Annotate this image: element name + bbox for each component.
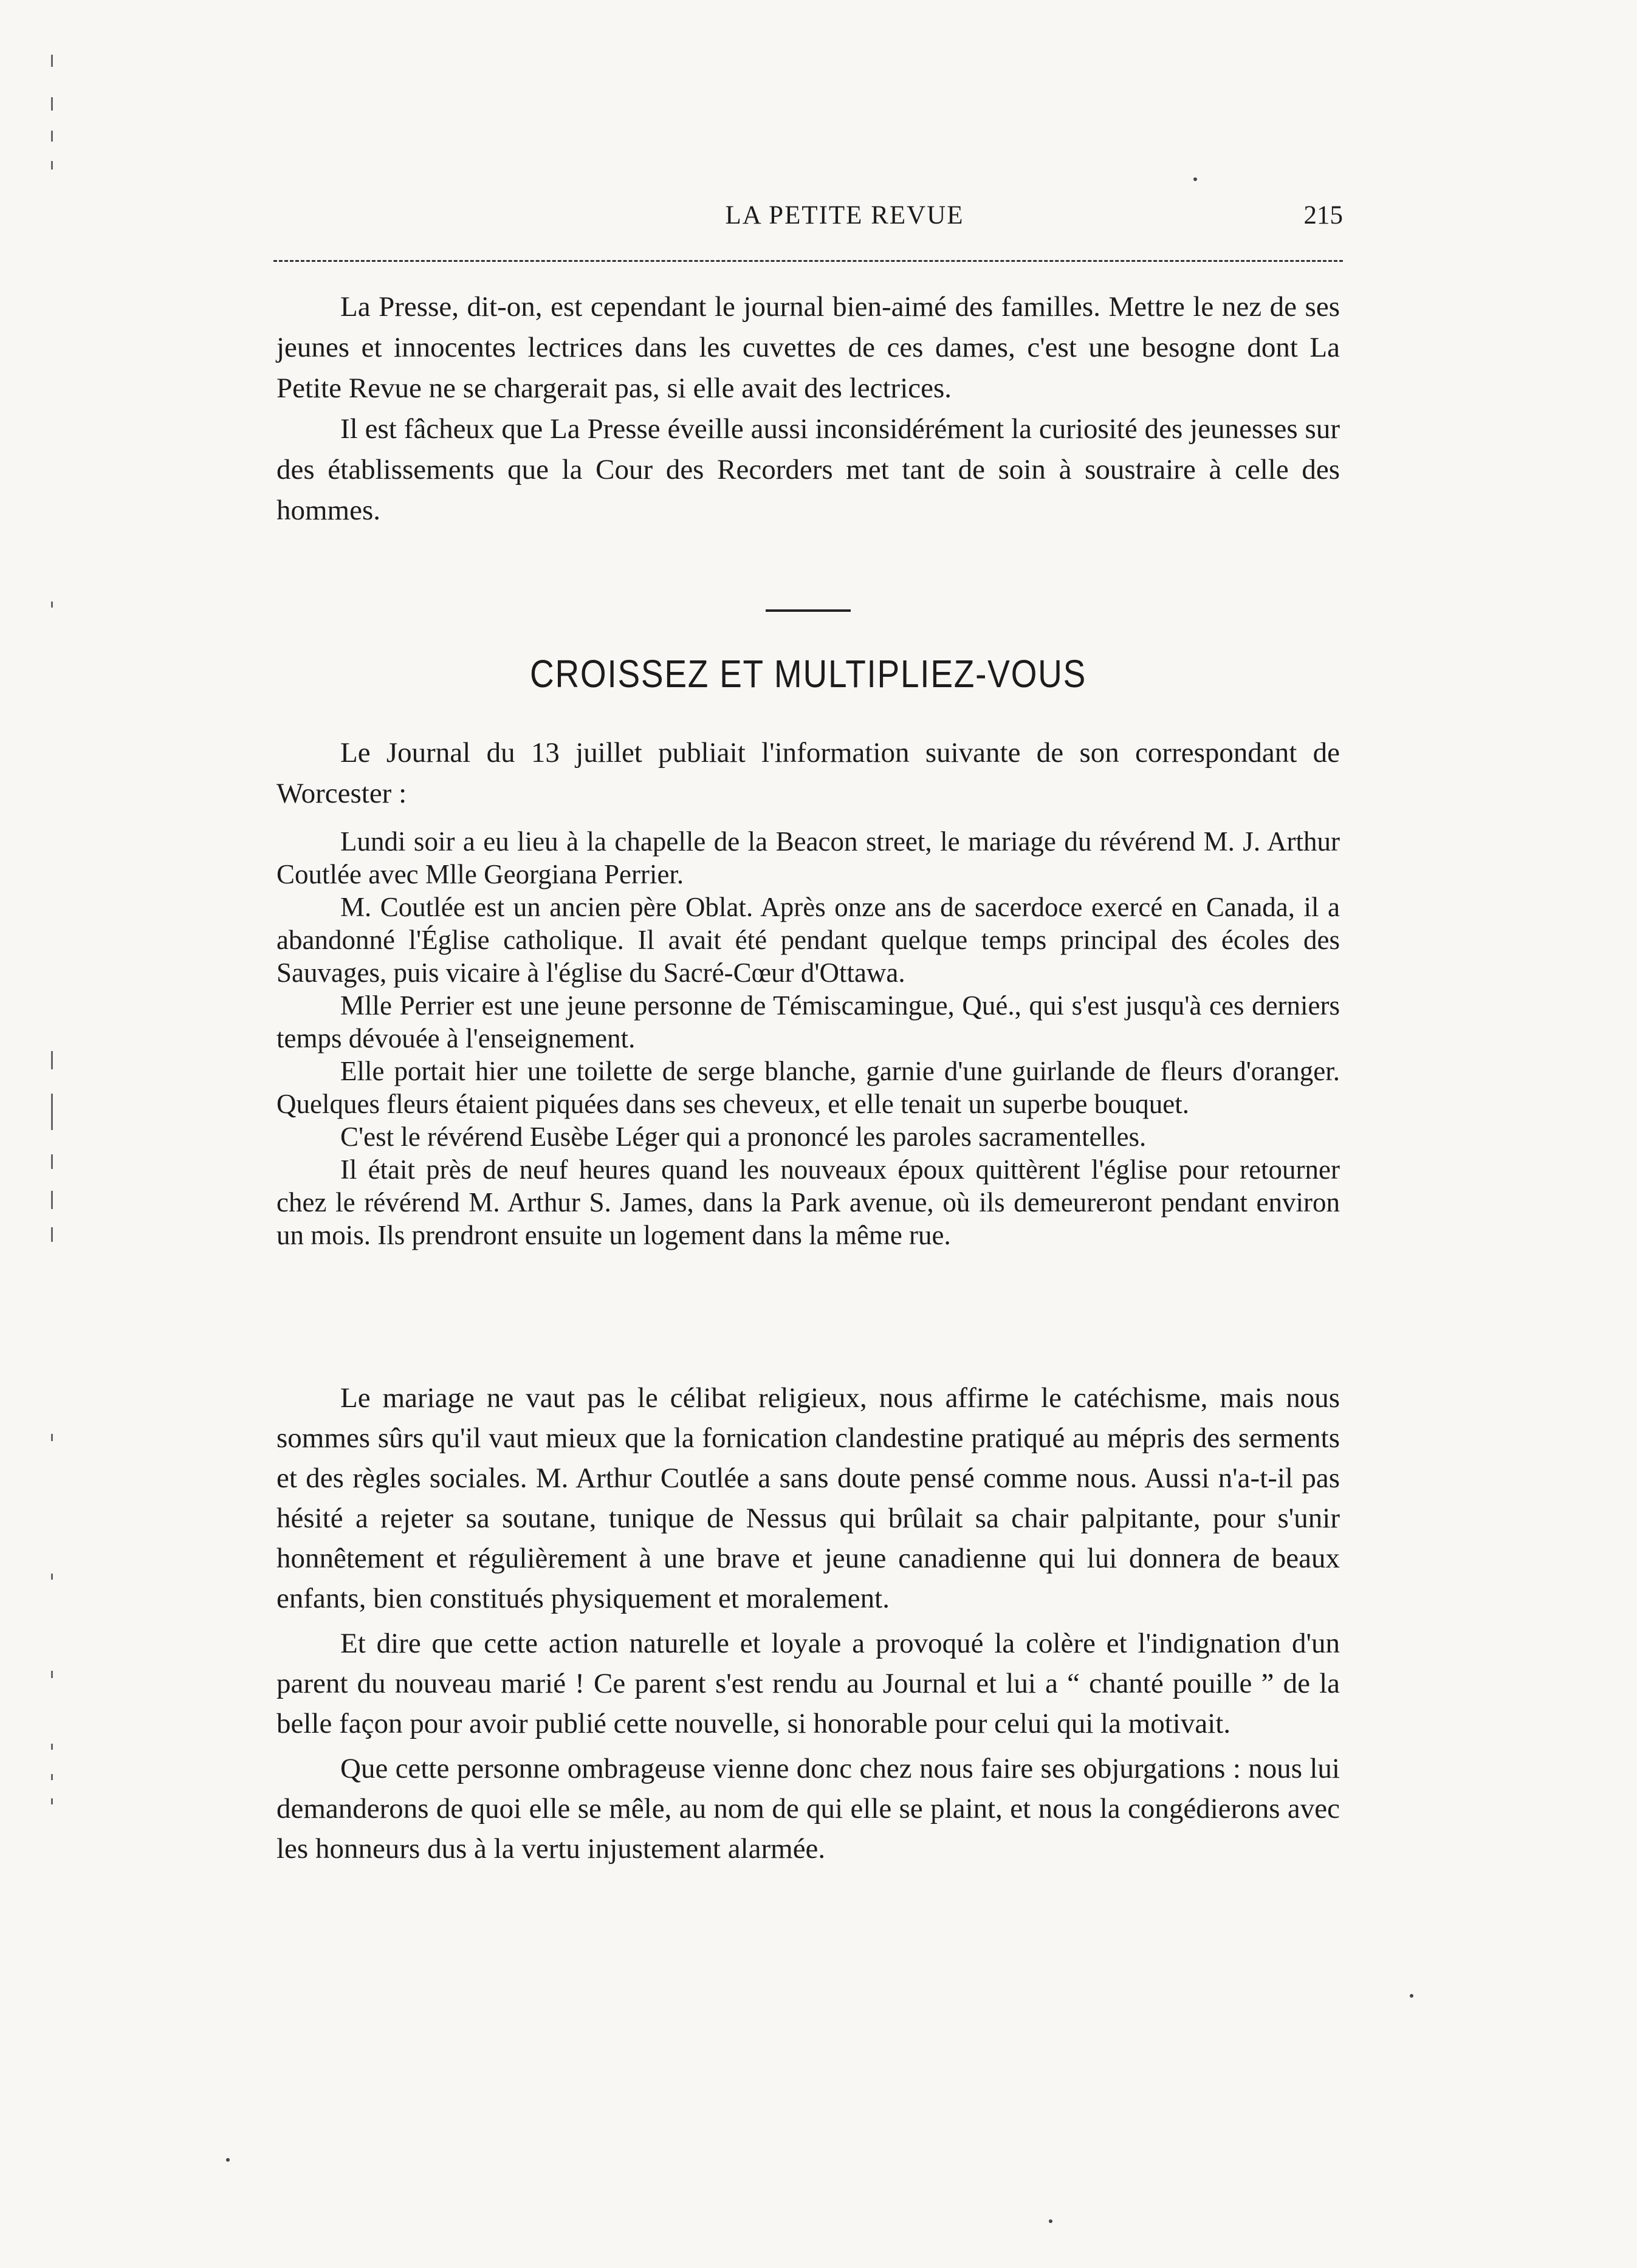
quoted-news-item xyxy=(276,825,1340,1252)
commentary-text xyxy=(276,1378,1340,1869)
lead-text xyxy=(276,733,1340,814)
quote-paragraph: Mlle Perrier est une jeune personne de Témiscamingue, Qué., qui s'est jusqu'à ces derniers temps dévouée à l'enseignement. xyxy=(276,990,1340,1053)
scan-speck xyxy=(1049,2219,1052,2223)
scan-speck xyxy=(226,2158,230,2162)
running-title: LA PETITE REVUE xyxy=(725,201,964,230)
scan-margin-marks xyxy=(43,55,67,1999)
header-rule xyxy=(273,260,1343,262)
commentary-paragraph: Le mariage ne vaut pas le célibat religieux, nous affirme le catéchisme, mais nous sommes sûrs qu'il vaut mieux que la fornication clandestine pratiqué au mépris des serments et des règles sociales. M. Arthur Coutlée a sans doute pensé comme nous. Aussi n'a-t-il pas hésité a rejeter sa soutane, tunique de Nessus qui brûlait sa chair palpitante, pour s'unir honnêtement et régulièrement à une brave et jeune canadienne qui lui donnera de beaux enfants, bien constitués physiquement et moralement. xyxy=(276,1382,1340,1614)
running-head xyxy=(273,200,1343,237)
scan-speck xyxy=(1193,177,1197,181)
section-title: CROISSEZ ET MULTIPLIEZ-VOUS xyxy=(529,652,1087,696)
lead-paragraph: Le Journal du 13 juillet publiait l'information suivante de son correspondant de Worcester : xyxy=(276,737,1340,809)
intro-paragraph: La Presse, dit-on, est cependant le journal bien-aimé des familles. Mettre le nez de ses jeunes et innocentes lectrices dans les cuvettes de ces dames, c'est une besogne dont La Petite Revue ne se chargerait pas, si elle avait des lectrices. xyxy=(276,291,1340,404)
quote-paragraph: M. Coutlée est un ancien père Oblat. Après onze ans de sacerdoce exercé en Canada, il a abandonné l'Église catholique. Il avait été pendant quelque temps principal des écoles des Sauvages, puis vicaire à l'église du Sacré-Cœur d'Ottawa. xyxy=(276,892,1340,988)
quote-paragraph: Il était près de neuf heures quand les nouveaux époux quittèrent l'église pour retourner chez le révérend M. Arthur S. James, dans la Park avenue, où ils demeureront pendant environ un mois. Ils prendront ensuite un logement dans la même rue. xyxy=(276,1154,1340,1250)
section-separator xyxy=(766,609,851,612)
scan-speck xyxy=(1410,1994,1413,1998)
page-number: 215 xyxy=(1303,201,1343,230)
quote-paragraph: C'est le révérend Eusèbe Léger qui a prononcé les paroles sacramentelles. xyxy=(340,1122,1147,1152)
intro-paragraph: Il est fâcheux que La Presse éveille aussi inconsidérément la curiosité des jeunesses sur des établissements que la Cour des Recorders met tant de soin à soustraire à celle des hommes. xyxy=(276,413,1340,526)
intro-text xyxy=(276,287,1340,531)
commentary-paragraph: Que cette personne ombrageuse vienne donc chez nous faire ses objurgations : nous lui demanderons de quoi elle se mêle, au nom de qui elle se plaint, et nous la congédierons avec les honneurs dus à la vertu injustement alarmée. xyxy=(276,1753,1340,1865)
quote-paragraph: Elle portait hier une toilette de serge blanche, garnie d'une guirlande de fleurs d'oranger. Quelques fleurs étaient piquées dans ses cheveux, et elle tenait un superbe bouquet. xyxy=(276,1056,1340,1119)
quote-paragraph: Lundi soir a eu lieu à la chapelle de la Beacon street, le mariage du révérend M. J. Arthur Coutlée avec Mlle Georgiana Perrier. xyxy=(276,826,1340,889)
commentary-paragraph: Et dire que cette action naturelle et loyale a provoqué la colère et l'indignation d'un parent du nouveau marié ! Ce parent s'est rendu au Journal et lui a “ chanté pouille ” de la belle façon pour avoir publié cette nouvelle, si honorable pour celui qui la motivait. xyxy=(276,1628,1340,1739)
